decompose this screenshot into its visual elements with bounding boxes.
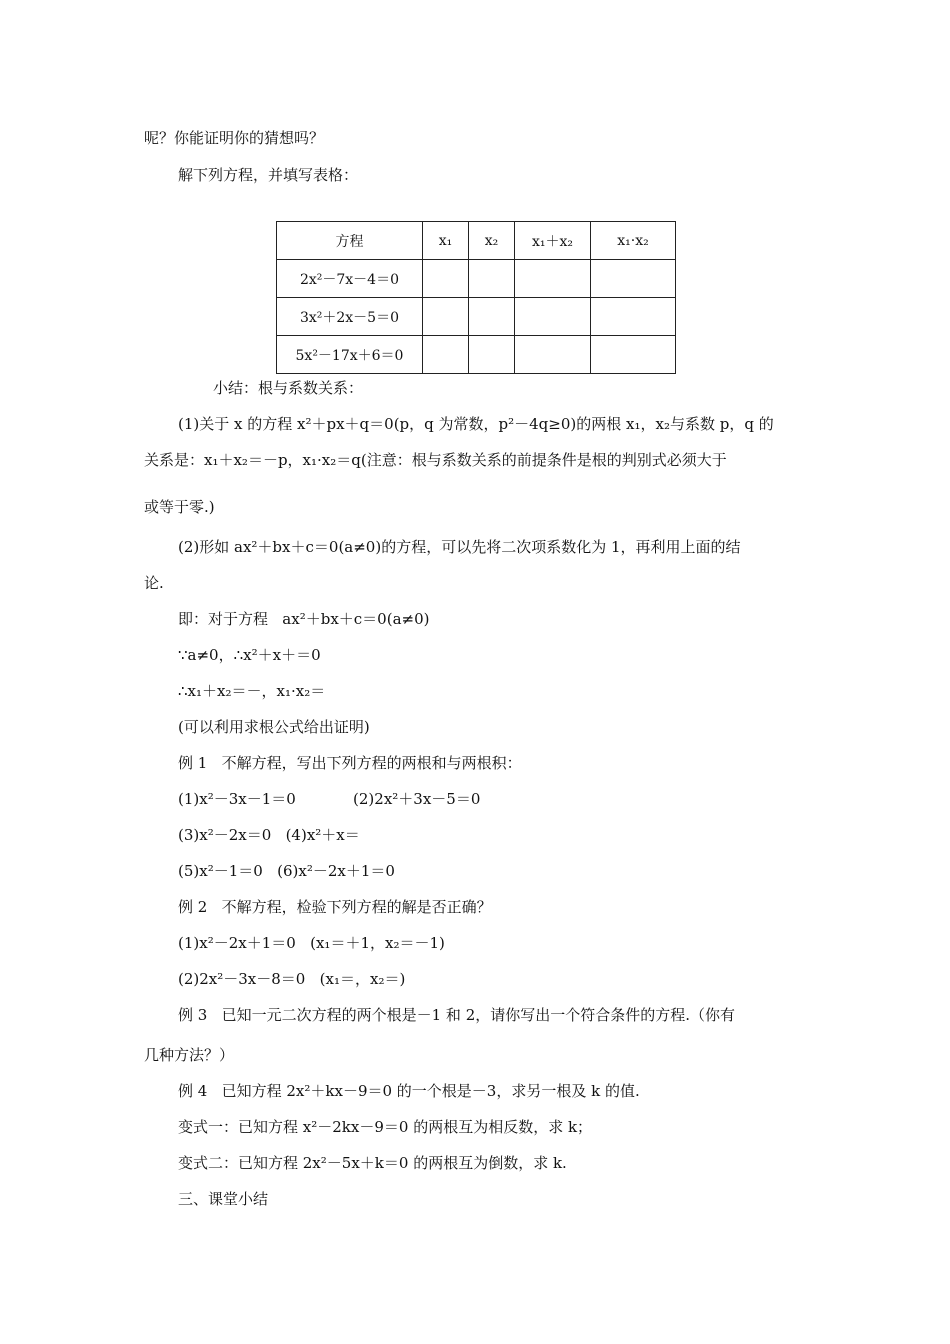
table-header-cell: x₁＋x₂: [515, 222, 591, 260]
table-cell: [469, 260, 515, 298]
table-header-cell: x₁·x₂: [591, 222, 676, 260]
exercise-line: (3)x²－2x＝0 (4)x²＋x＝: [178, 826, 360, 844]
table-cell: [591, 298, 676, 336]
table-header-cell: x₂: [469, 222, 515, 260]
table-header-row: [277, 222, 676, 260]
example-heading: 例 3 已知一元二次方程的两个根是－1 和 2，请你写出一个符合条件的方程.（你有: [178, 1006, 736, 1024]
variant-line: 变式一：已知方程 x²－2kx－9＝0 的两根互为相反数，求 k；: [178, 1118, 593, 1136]
paragraph-line: ∵a≠0，∴x²＋x＋＝0: [178, 646, 321, 664]
table-cell: [423, 298, 469, 336]
table-cell: [423, 336, 469, 374]
table-cell: [423, 260, 469, 298]
table-cell: [515, 298, 591, 336]
example-heading: 例 4 已知方程 2x²＋kx－9＝0 的一个根是－3，求另一根及 k 的值.: [178, 1082, 640, 1100]
paragraph-line: (1)关于 x 的方程 x²＋px＋q＝0(p，q 为常数，p²－4q≥0)的两根 x₁，x₂与系数 p，q 的: [178, 415, 774, 433]
table-cell: [469, 298, 515, 336]
paragraph-line: 即：对于方程 ax²＋bx＋c＝0(a≠0): [178, 610, 430, 628]
table-cell-equation: 5x²－17x＋6＝0: [277, 336, 423, 374]
paragraph-line: ∴x₁＋x₂＝－，x₁·x₂＝: [178, 682, 326, 700]
variant-line: 变式二：已知方程 2x²－5x＋k＝0 的两根互为倒数，求 k.: [178, 1154, 567, 1172]
paragraph-line: 解下列方程，并填写表格：: [178, 166, 359, 184]
summary-heading: 小结：根与系数关系：: [213, 379, 364, 397]
table-cell: [591, 260, 676, 298]
table-cell: [591, 336, 676, 374]
table-row: [277, 298, 676, 336]
table-cell-equation: 3x²＋2x－5＝0: [277, 298, 423, 336]
paragraph-line: 或等于零.): [144, 498, 215, 516]
table-header-cell: x₁: [423, 222, 469, 260]
paragraph-line: 论.: [144, 574, 164, 592]
example-heading: 例 1 不解方程，写出下列方程的两根和与两根积：: [178, 754, 522, 772]
exercise-line: (1)x²－2x＋1＝0 (x₁＝＋1，x₂＝－1): [178, 934, 445, 952]
exercise-line: (5)x²－1＝0 (6)x²－2x＋1＝0: [178, 862, 395, 880]
table-cell-equation: 2x²－7x－4＝0: [277, 260, 423, 298]
table-header-cell: 方程: [277, 222, 423, 260]
exercise-line: (2)2x²－3x－8＝0 (x₁＝，x₂＝): [178, 970, 406, 988]
table-row: [277, 336, 676, 374]
example-heading: 例 2 不解方程，检验下列方程的解是否正确？: [178, 898, 492, 916]
paragraph-line: 几种方法？）: [144, 1046, 235, 1064]
equation-table: [276, 221, 676, 374]
paragraph-line: (可以利用求根公式给出证明): [178, 718, 370, 736]
section-heading: 三、课堂小结: [178, 1190, 269, 1208]
table-cell: [515, 260, 591, 298]
paragraph-line: (2)形如 ax²＋bx＋c＝0(a≠0)的方程，可以先将二次项系数化为 1，再利用上面的结: [178, 538, 741, 556]
table-row: [277, 260, 676, 298]
exercise-line: (1)x²－3x－1＝0 (2)2x²＋3x－5＝0: [178, 790, 481, 808]
table-cell: [515, 336, 591, 374]
paragraph-line: 关系是：x₁＋x₂＝－p，x₁·x₂＝q(注意：根与系数关系的前提条件是根的判别式必须大于: [144, 451, 727, 469]
paragraph-line: 呢？你能证明你的猜想吗？: [144, 129, 325, 147]
table-cell: [469, 336, 515, 374]
